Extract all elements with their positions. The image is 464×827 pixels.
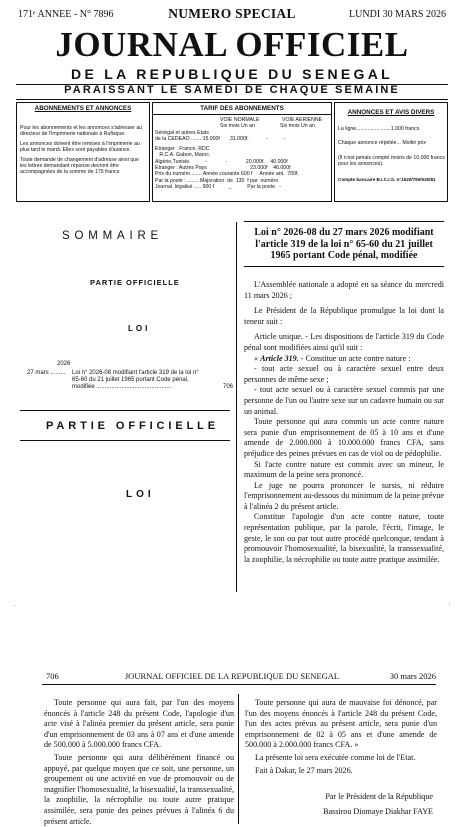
law-paragraph: Toute personne qui aura commis un acte contre nature sera punie d'un emprisonnement de 05 à 10 ans et d'une amende de 2.000.000 à 10.000.000 francs CFA, sans préjudice des peines prévues en cas de viol ou de pédophilie. <box>244 417 444 458</box>
divider <box>244 221 444 222</box>
abonnements-box <box>16 102 150 202</box>
abonnements-text-2: Les annonces doivent être remises à l'imprimerie au plus tard le mardi. Elles sont payables d'avance. <box>20 140 140 154</box>
page-number: 706 <box>46 671 59 681</box>
edition-number: 171ᵉ ANNEE - N° 7896 <box>18 9 114 20</box>
law-paragraph: Toute personne qui aura fait, par l'un des moyens énoncés à l'article 248 du présent Code, l'apologie d'un acte visé à l'alinéa premier du présent article, sera punie d'un emprisonnement de 03 ans à 07 ans et d'une amende de 500.000 à 5.000.000 francs CFA. <box>44 698 234 750</box>
page2-left-column <box>44 698 234 827</box>
law-paragraph: Le Président de la République promulgue la loi dont la teneur suit : <box>244 306 444 326</box>
law-paragraph: La présente loi sera exécutée comme loi de l'Etat. <box>255 752 416 762</box>
voie-aerienne-label: VOIE AERIENNE <box>282 117 323 123</box>
tarif-row: Etranger : France, RDC <box>155 145 210 152</box>
sommaire-title: SOMMAIRE <box>62 230 164 242</box>
tarif-box <box>152 102 332 202</box>
partie-officielle-heading: PARTIE OFFICIELLE <box>46 420 220 432</box>
sommaire-entry-text[interactable]: Loi n° 2026-08 modifiant l'article 319 de la loi n° 65-60 du 21 juillet 1965 portant Code pénal, modifiée ............................................. <box>72 370 199 391</box>
quote-mark: « <box>254 353 261 363</box>
article-319-paragraph <box>244 354 444 365</box>
annonces-repetee: Chaque annonce répétée... Moitié prix <box>338 140 426 147</box>
tarif-row: Journal légalisé ..... 900 f _ Par la poste - <box>155 184 281 191</box>
annonces-ligne: La ligne........................1.000 francs <box>338 126 420 132</box>
running-date: 30 mars 2026 <box>389 671 436 681</box>
law-paragraph: Constitue l'apologie d'un acte contre nature, toute représentation publique, par la parole, l'écrit, l'image, le geste, le son ou par tout autre procédé quelconque, tendant à promouvoir l'homosexualité, la bisexualité, la transsexualité, la zoophilie, la nécrophilie ou toute autre pratique assimilée. <box>244 512 444 564</box>
publication-frequency: PARAISSANT LE SAMEDI DE CHAQUE SEMAINE <box>64 84 400 96</box>
annonces-title: ANNONCES ET AVIS DIVERS <box>347 109 435 116</box>
sommaire-loi: LOI <box>128 324 151 333</box>
law-paragraph: L'Assemblée nationale a adopté en sa séance du mercredi 11 mars 2026 ; <box>244 280 444 300</box>
law-body <box>244 280 444 565</box>
law-title: Loi n° 2026-08 du 27 mars 2026 modifiant l'article 319 de la loi n° 65-60 du 21 juillet 1965 portant Code pénal, modifiée <box>254 227 434 262</box>
law-paragraph: Le juge ne pourra prononcer le sursis, ni réduire l'emprisonnement au-dessous du minimum de la peine prévue à l'alinéa 2 du présent article. <box>244 480 444 511</box>
tarif-row: Prix du numéro........ Année courante 600 f Année ant. 700f. <box>155 171 299 178</box>
tarif-rows <box>155 130 330 191</box>
page-mark: . <box>449 600 451 606</box>
law-paragraph: Fait à Dakar, le 27 mars 2026. <box>255 765 353 775</box>
special-issue-label: NUMERO SPECIAL <box>168 6 296 21</box>
tarif-row: Sénégal et autres Etats <box>155 130 209 136</box>
signature-line-1: Par le Président de la République <box>325 792 433 802</box>
voie-normale-label: VOIE NORMALE <box>220 117 260 123</box>
column-divider <box>236 222 237 592</box>
tarif-row: Etranger : Autres Pays 23.000f 46.000f <box>155 165 291 172</box>
law-paragraph: Si l'acte contre nature est commis avec un mineur, le maximum de la peine sera prononcé. <box>244 459 444 480</box>
running-header: JOURNAL OFFICIEL DE LA REPUBLIQUE DU SENEGAL <box>124 671 340 681</box>
journal-title: JOURNAL OFFICIEL <box>55 25 409 64</box>
sommaire-year: 2026 <box>57 361 71 367</box>
article-319-intro: - Constitue un acte contre nature : <box>298 353 411 363</box>
tarif-row: Algérie,Tunisie. - - 20.000f. 40.000f <box>155 158 288 165</box>
tarif-row: de la CEDEAO ....... 15.000f 31.000f. - - <box>155 136 286 143</box>
voie-normale-cols: Six mois Un an <box>220 123 255 129</box>
law-bullet: - tout acte sexuel ou à caractère sexuel commis par une personne de l'un ou l'autre sexe sur un cadavre humain ou sur un animal. <box>244 385 444 416</box>
bank-account: Compte bancaire B.I.C.I.S. n°1520/790/630/81 <box>338 176 436 182</box>
page2-right-column <box>245 698 437 817</box>
divider <box>20 440 230 441</box>
law-paragraph: Toute personne qui aura de mauvaise foi dénoncé, par l'un des moyens énoncés à l'article 248 du présent Code, l'un des actes prévus au présent article, sera punie d'un emprisonnement de 02 à 05 ans et d'une amende de 500.000 à 2.000.000 francs CFA. » <box>245 698 437 750</box>
annonces-note: (Il n'est jamais compté moins de 10.000 francs pour les annonces). <box>338 154 445 168</box>
sommaire-entry-page: 706 <box>223 384 234 390</box>
sommaire-partie-officielle: PARTIE OFFICIELLE <box>90 278 180 287</box>
signature-line-2: Bassirou Diomaye Diakhar FAYE <box>323 806 433 816</box>
tarif-row: R.C.A. Gabon, Maroc. <box>155 152 211 159</box>
article-319-label: Article 319. <box>260 353 299 363</box>
abonnements-text-1: Pour les abonnements et les annonces s'adresser au directeur de l'Imprimerie nationale à Rufisque. <box>20 125 143 138</box>
sommaire-entry-date: 27 mars ......... <box>27 370 66 376</box>
issue-date: LUNDI 30 MARS 2026 <box>349 9 446 20</box>
divider <box>244 266 444 267</box>
law-paragraph: Toute personne qui aura délibérément financé ou appuyé, par quelque moyen que ce soit, une personne, un groupement ou une activité en vue de promouvoir ou de magnifier l'homosexualité, la bisexualité, la transsexualité, la zoophilie, la nécrophilie ou toute autre pratique assimilée, sera punie des peines prévues à l'alinéa 6 du présent article. <box>44 752 234 826</box>
abonnements-text-3: Toute demande de changement d'adresse ainsi que les lettres demandant réponse devront être accompagnées de la somme de 175 francs <box>20 156 139 176</box>
abonnements-title: ABONNEMENTS ET ANNONCES <box>34 105 132 112</box>
divider <box>42 684 436 685</box>
signature-block <box>245 792 437 817</box>
divider <box>153 114 331 115</box>
loi-heading: LOI <box>126 489 155 500</box>
tarif-row: Par la poste : ........ Majoration de 130 f par numéro <box>155 177 279 184</box>
annonces-box <box>334 102 448 202</box>
law-paragraph: Article unique. - Les dispositions de l'article 319 du Code pénal sont modifiées ainsi qu'il suit : <box>244 332 444 352</box>
law-bullet: - tout acte sexuel ou à caractère sexuel entre deux personnes de même sexe ; <box>244 364 444 384</box>
header-info-boxes <box>16 102 448 202</box>
column-divider <box>238 694 239 824</box>
tarif-title: TARIF DES ABONNEMENTS <box>200 105 284 112</box>
divider <box>16 99 448 100</box>
voie-aerienne-cols: Six mois Un an <box>280 123 315 129</box>
journal-subtitle: DE LA REPUBLIQUE DU SENEGAL <box>71 66 393 82</box>
divider <box>20 410 230 411</box>
page-mark: . <box>14 602 16 608</box>
